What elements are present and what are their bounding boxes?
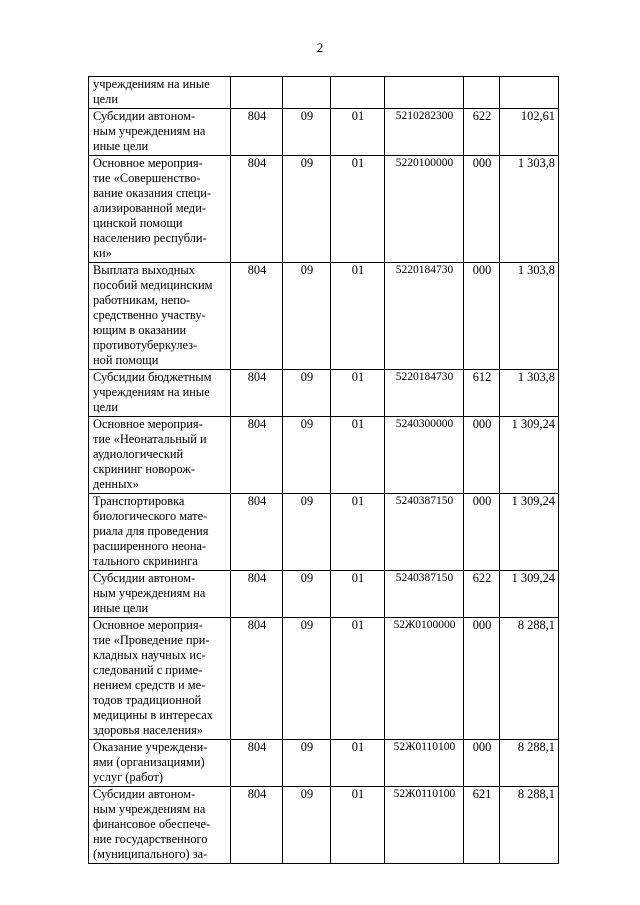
- description-cell: [89, 109, 231, 156]
- description-line: учреждениям на иные: [93, 77, 210, 91]
- description-line: цели: [93, 92, 118, 106]
- expense-type-cell: 000: [464, 618, 500, 740]
- section-code-cell: 09: [283, 740, 331, 787]
- section-code-cell: 09: [283, 494, 331, 571]
- ministry-code-cell: 804: [231, 156, 283, 263]
- amount-cell: 1 303,8: [500, 156, 559, 263]
- description-line: денных»: [93, 477, 139, 491]
- target-article-cell: [385, 77, 464, 109]
- description-line: Оказание учреждени-: [93, 740, 208, 754]
- table-row: [89, 618, 559, 740]
- description-line: ки»: [93, 246, 112, 260]
- description-line: ным учреждениям на: [93, 586, 206, 600]
- table-row: [89, 417, 559, 494]
- description-line: учреждениям на иные: [93, 385, 210, 399]
- expense-type-cell: 622: [464, 571, 500, 618]
- subsection-code-cell: 01: [331, 740, 385, 787]
- description-line: расширенного неона-: [93, 539, 207, 553]
- description-line: ями (организациями): [93, 755, 205, 769]
- section-code-cell: 09: [283, 787, 331, 864]
- amount-cell: 1 303,8: [500, 263, 559, 370]
- table-row: [89, 494, 559, 571]
- description-cell: [89, 618, 231, 740]
- subsection-code-cell: 01: [331, 263, 385, 370]
- table-row: [89, 571, 559, 618]
- description-line: ющим в оказании: [93, 323, 187, 337]
- amount-cell: 102,61: [500, 109, 559, 156]
- description-line: Основное мероприя-: [93, 156, 203, 170]
- description-cell: [89, 787, 231, 864]
- table-body: [89, 77, 559, 864]
- expense-type-cell: 621: [464, 787, 500, 864]
- subsection-code-cell: 01: [331, 494, 385, 571]
- ministry-code-cell: 804: [231, 571, 283, 618]
- table-row: [89, 787, 559, 864]
- description-line: риала для проведения: [93, 524, 209, 538]
- description-line: ным учреждениям на: [93, 802, 206, 816]
- amount-cell: 1 309,24: [500, 494, 559, 571]
- subsection-code-cell: 01: [331, 787, 385, 864]
- expense-type-cell: 000: [464, 417, 500, 494]
- description-line: ной помощи: [93, 353, 159, 367]
- ministry-code-cell: 804: [231, 787, 283, 864]
- target-article-cell: 5220100000: [385, 156, 464, 263]
- ministry-code-cell: 804: [231, 109, 283, 156]
- target-article-cell: 5240387150: [385, 571, 464, 618]
- table-row: [89, 77, 559, 109]
- description-line: нением средств и ме-: [93, 678, 206, 692]
- target-article-cell: 5240387150: [385, 494, 464, 571]
- section-code-cell: 09: [283, 263, 331, 370]
- description-line: тодов традиционной: [93, 693, 202, 707]
- ministry-code-cell: 804: [231, 263, 283, 370]
- description-line: Основное мероприя-: [93, 417, 203, 431]
- description-line: противотуберкулез-: [93, 338, 198, 352]
- ministry-code-cell: 804: [231, 494, 283, 571]
- section-code-cell: 09: [283, 156, 331, 263]
- description-line: ние государственного: [93, 832, 208, 846]
- description-line: тие «Проведение при-: [93, 633, 210, 647]
- amount-cell: 1 303,8: [500, 370, 559, 417]
- table-row: [89, 156, 559, 263]
- description-line: иные цели: [93, 601, 149, 615]
- description-line: населению республи-: [93, 231, 207, 245]
- subsection-code-cell: 01: [331, 156, 385, 263]
- ministry-code-cell: [231, 77, 283, 109]
- amount-cell: 8 288,1: [500, 740, 559, 787]
- amount-cell: 1 309,24: [500, 417, 559, 494]
- description-line: медицины в интересах: [93, 708, 213, 722]
- table-row: [89, 263, 559, 370]
- table-row: [89, 370, 559, 417]
- section-code-cell: 09: [283, 109, 331, 156]
- description-line: (муниципального) за-: [93, 847, 208, 861]
- section-code-cell: 09: [283, 618, 331, 740]
- description-line: тального скрининга: [93, 554, 198, 568]
- description-line: ным учреждениям на: [93, 124, 206, 138]
- description-cell: [89, 571, 231, 618]
- amount-cell: 8 288,1: [500, 618, 559, 740]
- description-cell: [89, 494, 231, 571]
- description-line: цинской помощи: [93, 216, 183, 230]
- target-article-cell: 5210282300: [385, 109, 464, 156]
- description-line: Субсидии автоном-: [93, 571, 196, 585]
- ministry-code-cell: 804: [231, 740, 283, 787]
- target-article-cell: 5240300000: [385, 417, 464, 494]
- description-line: Выплата выходных: [93, 263, 195, 277]
- amount-cell: [500, 77, 559, 109]
- section-code-cell: 09: [283, 417, 331, 494]
- description-line: средственно участву-: [93, 308, 206, 322]
- target-article-cell: 52Ж0110100: [385, 787, 464, 864]
- expense-type-cell: 000: [464, 263, 500, 370]
- section-code-cell: [283, 77, 331, 109]
- description-line: услуг (работ): [93, 770, 163, 784]
- expense-type-cell: 622: [464, 109, 500, 156]
- expense-type-cell: 000: [464, 740, 500, 787]
- description-cell: [89, 263, 231, 370]
- description-line: ализированной меди-: [93, 201, 206, 215]
- description-line: биологического мате-: [93, 509, 208, 523]
- table-row: [89, 109, 559, 156]
- ministry-code-cell: 804: [231, 417, 283, 494]
- description-line: иные цели: [93, 139, 149, 153]
- subsection-code-cell: 01: [331, 109, 385, 156]
- description-cell: [89, 370, 231, 417]
- subsection-code-cell: 01: [331, 370, 385, 417]
- description-line: скрининг новорож-: [93, 462, 195, 476]
- amount-cell: 1 309,24: [500, 571, 559, 618]
- table-row: [89, 740, 559, 787]
- description-line: Субсидии бюджетным: [93, 370, 212, 384]
- description-cell: [89, 417, 231, 494]
- description-line: тие «Совершенство-: [93, 171, 201, 185]
- expense-type-cell: 000: [464, 156, 500, 263]
- description-line: финансовое обеспече-: [93, 817, 211, 831]
- ministry-code-cell: 804: [231, 370, 283, 417]
- target-article-cell: 52Ж0110100: [385, 740, 464, 787]
- description-line: пособий медицинским: [93, 278, 213, 292]
- expense-type-cell: 612: [464, 370, 500, 417]
- description-line: работникам, непо-: [93, 293, 191, 307]
- subsection-code-cell: [331, 77, 385, 109]
- subsection-code-cell: 01: [331, 571, 385, 618]
- target-article-cell: 5220184730: [385, 370, 464, 417]
- page-number: 2: [316, 40, 324, 55]
- description-line: цели: [93, 400, 118, 414]
- target-article-cell: 5220184730: [385, 263, 464, 370]
- description-cell: [89, 77, 231, 109]
- amount-cell: 8 288,1: [500, 787, 559, 864]
- section-code-cell: 09: [283, 370, 331, 417]
- description-line: здоровья населения»: [93, 723, 203, 737]
- description-line: Субсидии автоном-: [93, 109, 196, 123]
- expense-type-cell: 000: [464, 494, 500, 571]
- description-line: Субсидии автоном-: [93, 787, 196, 801]
- subsection-code-cell: 01: [331, 618, 385, 740]
- target-article-cell: 52Ж0100000: [385, 618, 464, 740]
- description-line: аудиологический: [93, 447, 184, 461]
- description-cell: [89, 156, 231, 263]
- description-line: вание оказания специ-: [93, 186, 212, 200]
- description-line: Основное мероприя-: [93, 618, 203, 632]
- description-cell: [89, 740, 231, 787]
- description-line: кладных научных ис-: [93, 648, 206, 662]
- description-line: тие «Неонатальный и: [93, 432, 207, 446]
- subsection-code-cell: 01: [331, 417, 385, 494]
- expense-type-cell: [464, 77, 500, 109]
- description-line: Транспортировка: [93, 494, 185, 508]
- description-line: следований с приме-: [93, 663, 203, 677]
- section-code-cell: 09: [283, 571, 331, 618]
- ministry-code-cell: 804: [231, 618, 283, 740]
- budget-table: [88, 76, 559, 864]
